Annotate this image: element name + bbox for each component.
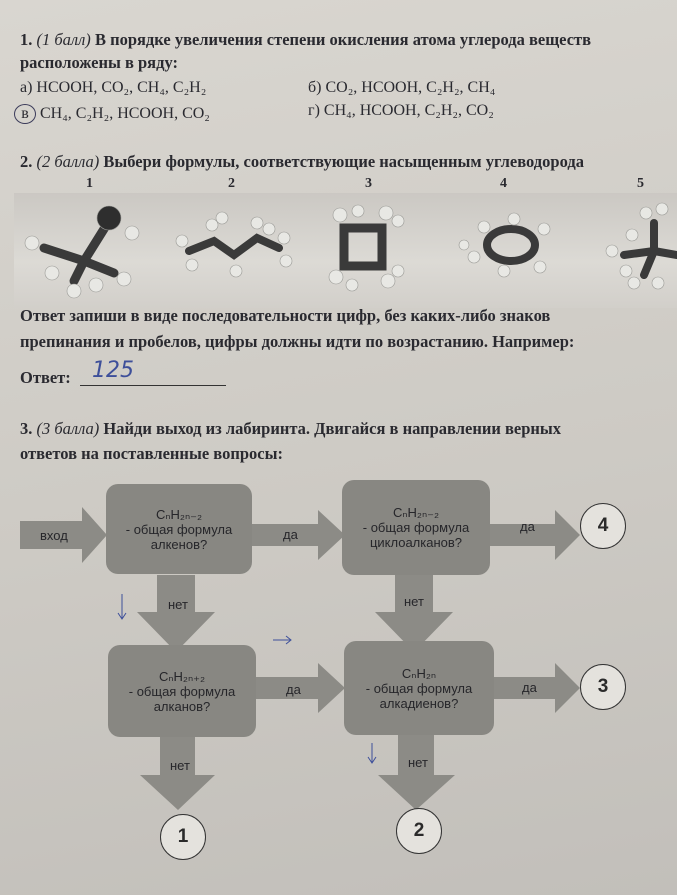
box2-formula: CₙH₂ₙ₋₂ (392, 505, 440, 520)
no-label-1: нет (168, 597, 188, 612)
q1-option-g: г) CH₄, HCOOH, C₂H₂, CO₂ (308, 102, 494, 119)
q1-points: (1 балл) (36, 30, 91, 49)
q3-points: (3 балла) (36, 419, 100, 438)
no-label-4: нет (408, 755, 428, 770)
answer-line (80, 385, 226, 386)
selected-answer-circle: в (14, 104, 36, 124)
answer-label: Ответ: (20, 368, 71, 387)
q2-instruction-1: Ответ запиши в виде последовательности цифр, без каких-либо знаков (20, 306, 551, 325)
molecule-2-image (176, 212, 292, 277)
q3-text-cont: ответов на поставленные вопросы: (20, 444, 283, 463)
arrow-yes-1 (252, 510, 345, 560)
question-box-alkadienes[interactable] (344, 641, 494, 735)
q3-text: Найди выход из лабиринта. Двигайся в направлении верных (103, 419, 562, 438)
q3-heading (20, 419, 561, 439)
yes-label-4: да (522, 680, 537, 695)
box4-formula: CₙH₂ₙ (401, 665, 437, 681)
yes-label-3: да (286, 682, 301, 697)
q1-text-cont: расположены в ряду: (20, 53, 178, 72)
exit-4[interactable]: 4 (580, 503, 626, 549)
exit-1[interactable]: 1 (160, 814, 206, 860)
box1-line3: алкенов? (150, 536, 208, 552)
arrow-no-4 (378, 735, 455, 810)
q2-heading (20, 152, 584, 172)
box1-formula: CₙH₂ₙ₋₂ (155, 506, 203, 522)
arrow-yes-2 (490, 510, 580, 560)
box4-line2: - общая формула (365, 680, 473, 696)
yes-label-1: да (283, 527, 298, 542)
molecule-4-image (459, 213, 550, 277)
q2-text: Выбери формулы, соответствующие насыщенным углеводорода (103, 152, 584, 171)
box3-line2: - общая формула (128, 683, 236, 699)
q2-instruction-2: препинания и пробелов, цифры должны идти по возрастанию. Например: (20, 332, 575, 351)
exit-2[interactable]: 2 (396, 808, 442, 854)
box3-line3: алканов? (153, 698, 211, 714)
molecule-number-3: 3 (365, 176, 372, 191)
q3-number: 3. (20, 419, 33, 438)
q1-number: 1. (20, 30, 33, 49)
no-label-2: нет (404, 594, 424, 609)
molecule-models (14, 193, 677, 308)
q1-option-v[interactable] (14, 104, 210, 124)
box4-line3: алкадиенов? (379, 695, 459, 711)
exit-3[interactable]: 3 (580, 664, 626, 710)
box2-line2: - общая формула (362, 520, 470, 535)
yes-label-2: да (520, 519, 535, 534)
answer-handwritten[interactable]: 125 (92, 358, 134, 383)
molecule-number-4: 4 (500, 176, 507, 191)
question-box-alkanes[interactable] (108, 645, 256, 737)
no-label-3: нет (170, 758, 190, 773)
q1-option-b: б) CO₂, HCOOH, C₂H₂, CH₄ (308, 79, 496, 96)
box2-line3: циклоалканов? (369, 535, 463, 550)
molecule-number-5: 5 (637, 176, 644, 191)
box3-formula: CₙH₂ₙ₊₂ (158, 668, 206, 684)
box1-line2: - общая формула (125, 521, 233, 537)
molecule-5-image (606, 203, 677, 289)
question-box-alkenes[interactable] (106, 484, 252, 574)
entry-label: вход (40, 528, 68, 543)
q1-text: В порядке увеличения степени окисления атома углерода веществ (94, 30, 592, 49)
molecule-number-1: 1 (86, 176, 93, 191)
question-box-cycloalkanes[interactable] (342, 480, 490, 575)
q2-number: 2. (20, 152, 33, 171)
q1-heading (20, 30, 591, 50)
molecule-1-image (25, 206, 139, 298)
maze-arrows (0, 470, 677, 895)
q1-option-a: а) HCOOH, CO₂, CH₄, C₂H₂ (20, 79, 207, 96)
q2-points: (2 балла) (36, 152, 100, 171)
molecule-3-image (329, 205, 404, 291)
molecule-number-2: 2 (228, 176, 235, 191)
arrow-no-1 (137, 575, 215, 652)
q1-option-v-text: CH₄, C₂H₂, HCOOH, CO₂ (40, 105, 210, 122)
